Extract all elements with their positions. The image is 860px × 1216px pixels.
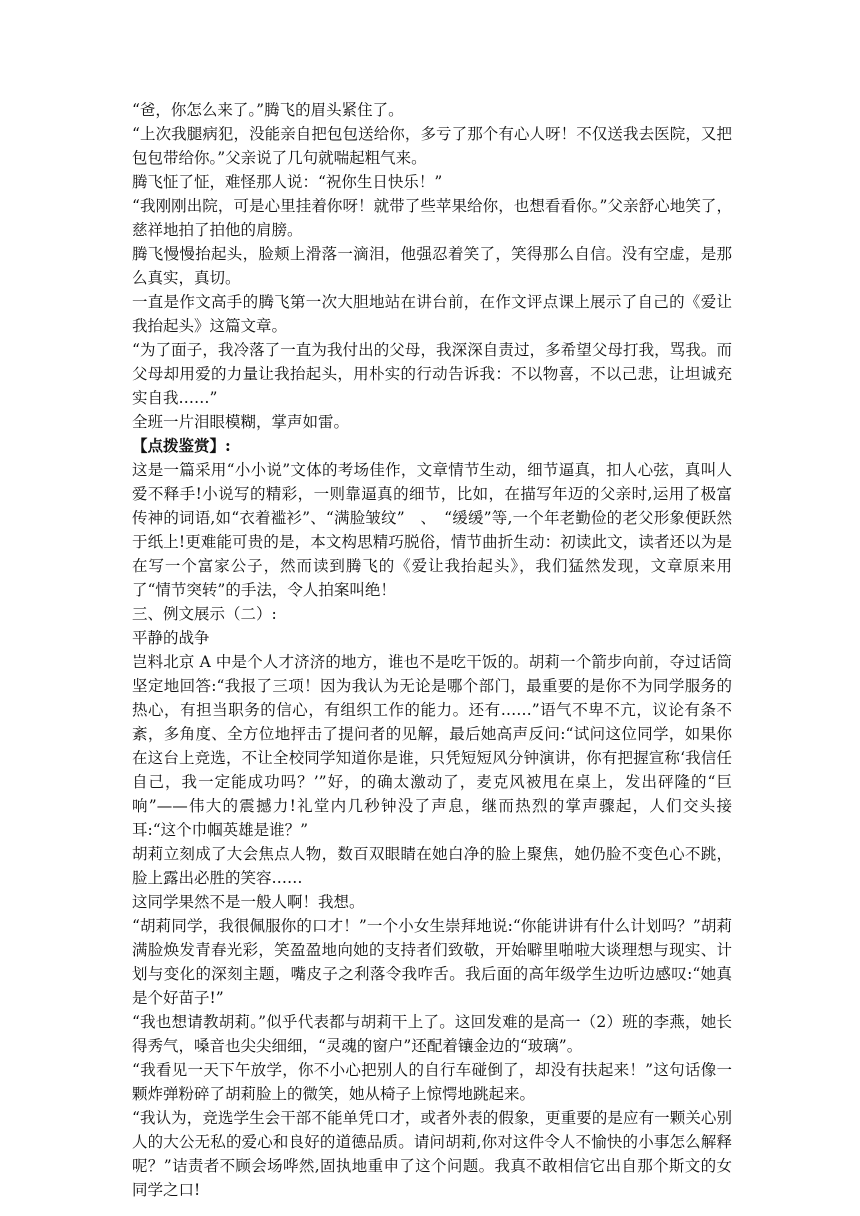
essay-title: 平静的战争 (132, 629, 210, 647)
section-heading: 三、例文展示（二）: (132, 605, 277, 623)
paragraph: 腾飞怔了怔，难怪那人说：“祝你生日快乐！” (132, 173, 443, 191)
paragraph: 这同学果然不是一般人啊！我想。 (132, 893, 365, 911)
paragraph: “爸，你怎么来了。”腾飞的眉头紧住了。 (132, 101, 404, 119)
paragraph: “我认为，竞选学生会干部不能单凭口才，或者外表的假象，更重要的是应有一颗关心别人的大公无私的爱心和良好的道德品质。请问胡莉,你对这件令人不愉快的小事怎么解释呢？”诘责者不顾会场哗然,固执地重申了这个问题。我真不敢相信它出自那个斯文的女同学之口! (132, 1109, 732, 1199)
paragraph: “胡莉同学，我很佩服你的口才！”一个小女生崇拜地说:“你能讲讲有什么计划吗？”胡莉满脸焕发青春光彩，笑盈盈地向她的支持者们致敬，开始噼里啪啦大谈理想与现实、计划与变化的深刻主题，嘴皮子之利落令我咋舌。我后面的高年级学生边听边感叹:“她真是个好苗子!” (132, 917, 732, 1007)
document-page (132, 98, 732, 1202)
paragraph: 岂料北京 A 中是个人才济济的地方，谁也不是吃干饭的。胡莉一个箭步向前，夺过话筒坚定地回答:“我报了三项！因为我认为无论是哪个部门，最重要的是你不为同学服务的热心，有担当职务的信心，有组织工作的能力。还有……”语气不卑不亢，议论有条不紊，多角度、全方位地抨击了提问者的见解，最后她高声反问:“试问这位同学，如果你在这台上竞选，不让全校同学知道你是谁，只凭短短风分钟演讲，你有把握宣称‘我信任自己，我一定能成功吗？’”好，的确太激动了，麦克风被甩在桌上，发出砰隆的“巨响”——伟大的震撼力!礼堂内几秒钟没了声息，继而热烈的掌声骤起，人们交头接耳:“这个巾帼英雄是谁？” (132, 653, 732, 839)
paragraph: 腾飞慢慢抬起头，脸颊上滑落一滴泪，他强忍着笑了，笑得那么自信。没有空虚，是那么真实，真切。 (132, 245, 732, 287)
paragraph: “我也想请教胡莉。”似乎代表都与胡莉干上了。这回发难的是高一（2）班的李燕，她长得秀气，嗓音也尖尖细细，“灵魂的窗户”还配着镶金边的“玻璃”。 (132, 1013, 732, 1055)
paragraph: “我刚刚出院，可是心里挂着你呀！就带了些苹果给你，也想看看你。”父亲舒心地笑了，慈祥地拍了拍他的肩膀。 (132, 197, 732, 239)
paragraph: 这是一篇采用“小小说”文体的考场佳作，文章情节生动，细节逼真，扣人心弦，真叫人爱不释手!小说写的精彩，一则靠逼真的细节，比如，在描写年迈的父亲时,运用了极富传神的词语,如“衣着褴衫”、“满脸皱纹” 、 “缓缓”等,一个年老勤俭的老父形象便跃然于纸上!更难能可贵的是，本文构思精巧脱俗，情节曲折生动：初读此文，读者还以为是在写一个富家公子，然而读到腾飞的《爱让我抬起头》，我们猛然发现，文章原来用了“情节突转”的手法，令人拍案叫绝！ (132, 461, 732, 599)
paragraph: 一直是作文高手的腾飞第一次大胆地站在讲台前，在作文评点课上展示了自己的《爱让我抬起头》这篇文章。 (132, 293, 732, 335)
paragraph: “为了面子，我冷落了一直为我付出的父母，我深深自责过，多希望父母打我，骂我。而父母却用爱的力量让我抬起头，用朴实的行动告诉我：不以物喜，不以己悲，让坦诚充实自我……” (132, 341, 732, 407)
paragraph: 全班一片泪眼模糊，掌声如雷。 (132, 413, 350, 431)
paragraph: “我看见一天下午放学，你不小心把别人的自行车碰倒了，却没有扶起来！”这句话像一颗炸弹粉碎了胡莉脸上的微笑，她从椅子上惊愕地跳起来。 (132, 1061, 732, 1103)
paragraph: 胡莉立刻成了大会焦点人物，数百双眼睛在她白净的脸上聚焦，她仍脸不变色心不跳，脸上露出必胜的笑容…… (132, 845, 732, 887)
section-heading: 【点拨鉴赏】: (132, 436, 231, 455)
paragraph: “上次我腿病犯，没能亲自把包包送给你，多亏了那个有心人呀！不仅送我去医院，又把包包带给你。”父亲说了几句就喘起粗气来。 (132, 125, 732, 167)
